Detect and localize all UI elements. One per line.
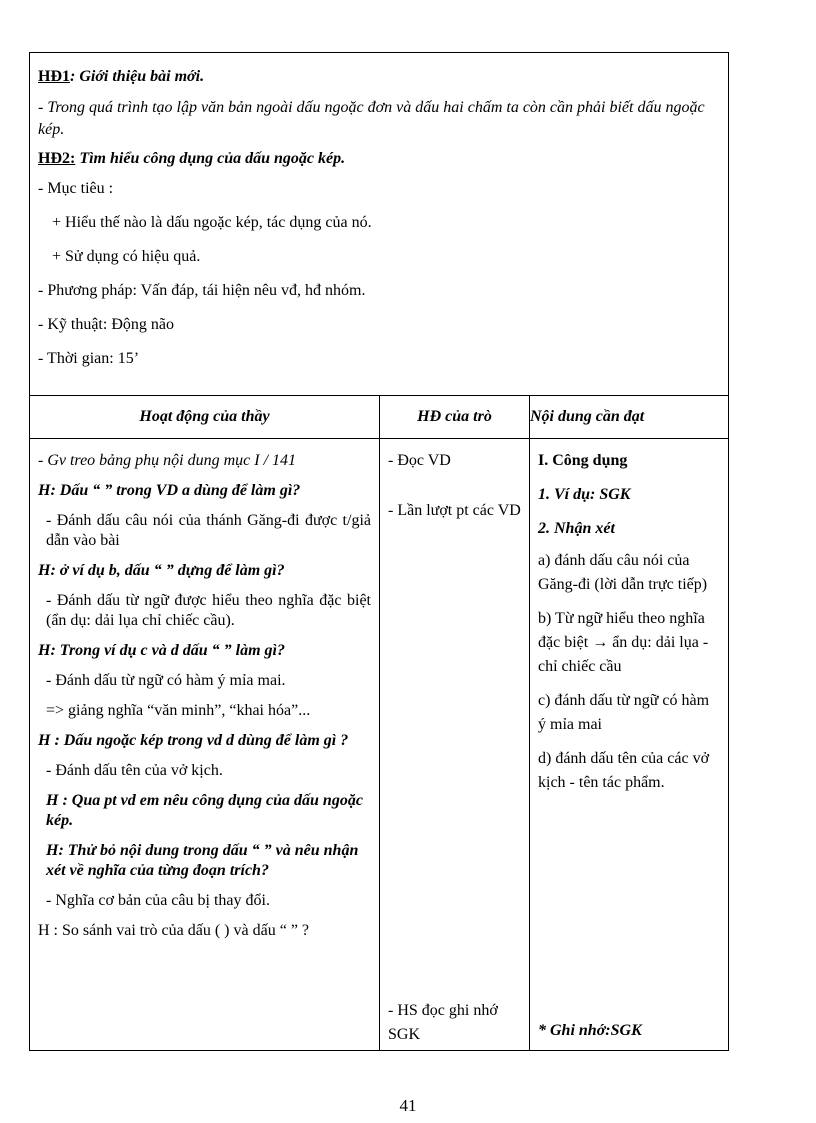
objective-label: - Mục tiêu : bbox=[38, 180, 114, 197]
teacher-line: - Đánh dấu câu nói của thánh Găng-đi được t/giả dẫn vào bài bbox=[46, 512, 371, 549]
student-line: - Lần lượt pt các VD bbox=[388, 502, 521, 519]
lesson-table bbox=[29, 52, 729, 1051]
content-line: c) đánh dấu từ ngữ có hàm ý mỉa mai bbox=[538, 692, 710, 733]
student-line: - Đọc VD bbox=[388, 452, 451, 469]
objective-item: + Hiểu thế nào là dấu ngoặc kép, tác dụng của nó. bbox=[52, 214, 372, 231]
teacher-question: H: Dấu “ ” trong VD a dùng để làm gì? bbox=[38, 482, 301, 499]
content-heading: I. Công dụng bbox=[538, 452, 628, 469]
teacher-line: - Đánh dấu tên của vở kịch. bbox=[46, 762, 223, 779]
content-line: d) đánh dấu tên của các vở kịch - tên tác phẩm. bbox=[538, 750, 710, 791]
header-teacher: Hoạt động của thầy bbox=[30, 396, 380, 439]
teacher-line: - Đánh dấu từ ngữ có hàm ý mỉa mai. bbox=[46, 672, 286, 689]
teacher-line: - Gv treo bảng phụ nội dung mục I / 141 bbox=[38, 452, 297, 469]
time-line: - Thời gian: 15’ bbox=[38, 350, 140, 367]
teacher-column bbox=[30, 439, 380, 1051]
header-content: Nội dung cần đạt bbox=[530, 396, 729, 439]
teacher-question: H : Dấu ngoặc kép trong vd d dùng để làm gì ? bbox=[38, 732, 349, 749]
content-subheading: 1. Ví dụ: SGK bbox=[538, 486, 631, 503]
teacher-question: H : Qua pt vd em nêu công dụng của dấu ngoặc kép. bbox=[46, 792, 363, 829]
intro-section bbox=[30, 53, 729, 396]
teacher-line: => giảng nghĩa “văn minh”, “khai hóa”... bbox=[46, 702, 311, 719]
content-summary: * Ghi nhớ:SGK bbox=[538, 1022, 642, 1039]
content-line: b) Từ ngữ hiểu theo nghĩa đặc biệt → ẩn dụ: dải lụa - chỉ chiếc cầu bbox=[538, 610, 709, 675]
content-column bbox=[530, 439, 729, 1051]
header-student: HĐ của trò bbox=[380, 396, 530, 439]
teacher-question: H: Thử bỏ nội dung trong dấu “ ” và nêu nhận xét về nghĩa của từng đoạn trích? bbox=[46, 842, 359, 879]
hd1-description: - Trong quá trình tạo lập văn bản ngoài dấu ngoặc đơn và dấu hai chấm ta còn cần phải biết dấu ngoặc kép. bbox=[38, 99, 705, 138]
hd2-heading: HĐ2: Tìm hiểu công dụng của dấu ngoặc kép. bbox=[38, 150, 346, 167]
table-header-row bbox=[30, 396, 729, 439]
teacher-question: H: ở ví dụ b, dấu “ ” dựng để làm gì? bbox=[38, 562, 285, 579]
teacher-line: - Đánh dấu từ ngữ được hiểu theo nghĩa đặc biệt (ẩn dụ: dải lụa chỉ chiếc cầu). bbox=[46, 592, 371, 629]
content-subheading: 2. Nhận xét bbox=[538, 520, 615, 537]
teacher-line: H : So sánh vai trò của dấu ( ) và dấu “ ” ? bbox=[38, 922, 310, 939]
objective-item: + Sử dụng có hiệu quả. bbox=[52, 248, 201, 265]
method-line: - Phương pháp: Vấn đáp, tái hiện nêu vđ, hđ nhóm. bbox=[38, 282, 366, 299]
content-line: a) đánh dấu câu nói của Găng-đi (lời dẫn trực tiếp) bbox=[538, 552, 708, 593]
page-number: 41 bbox=[399, 1096, 417, 1115]
student-line: - HS đọc ghi nhớ SGK bbox=[388, 1002, 498, 1043]
student-column bbox=[380, 439, 530, 1051]
table-body-row bbox=[30, 439, 729, 1051]
teacher-question: H: Trong ví dụ c và d dấu “ ” làm gì? bbox=[38, 642, 285, 659]
hd1-heading: HĐ1: Giới thiệu bài mới. bbox=[38, 68, 205, 85]
technique-line: - Kỹ thuật: Động não bbox=[38, 316, 174, 333]
teacher-line: - Nghĩa cơ bản của câu bị thay đổi. bbox=[46, 892, 270, 909]
